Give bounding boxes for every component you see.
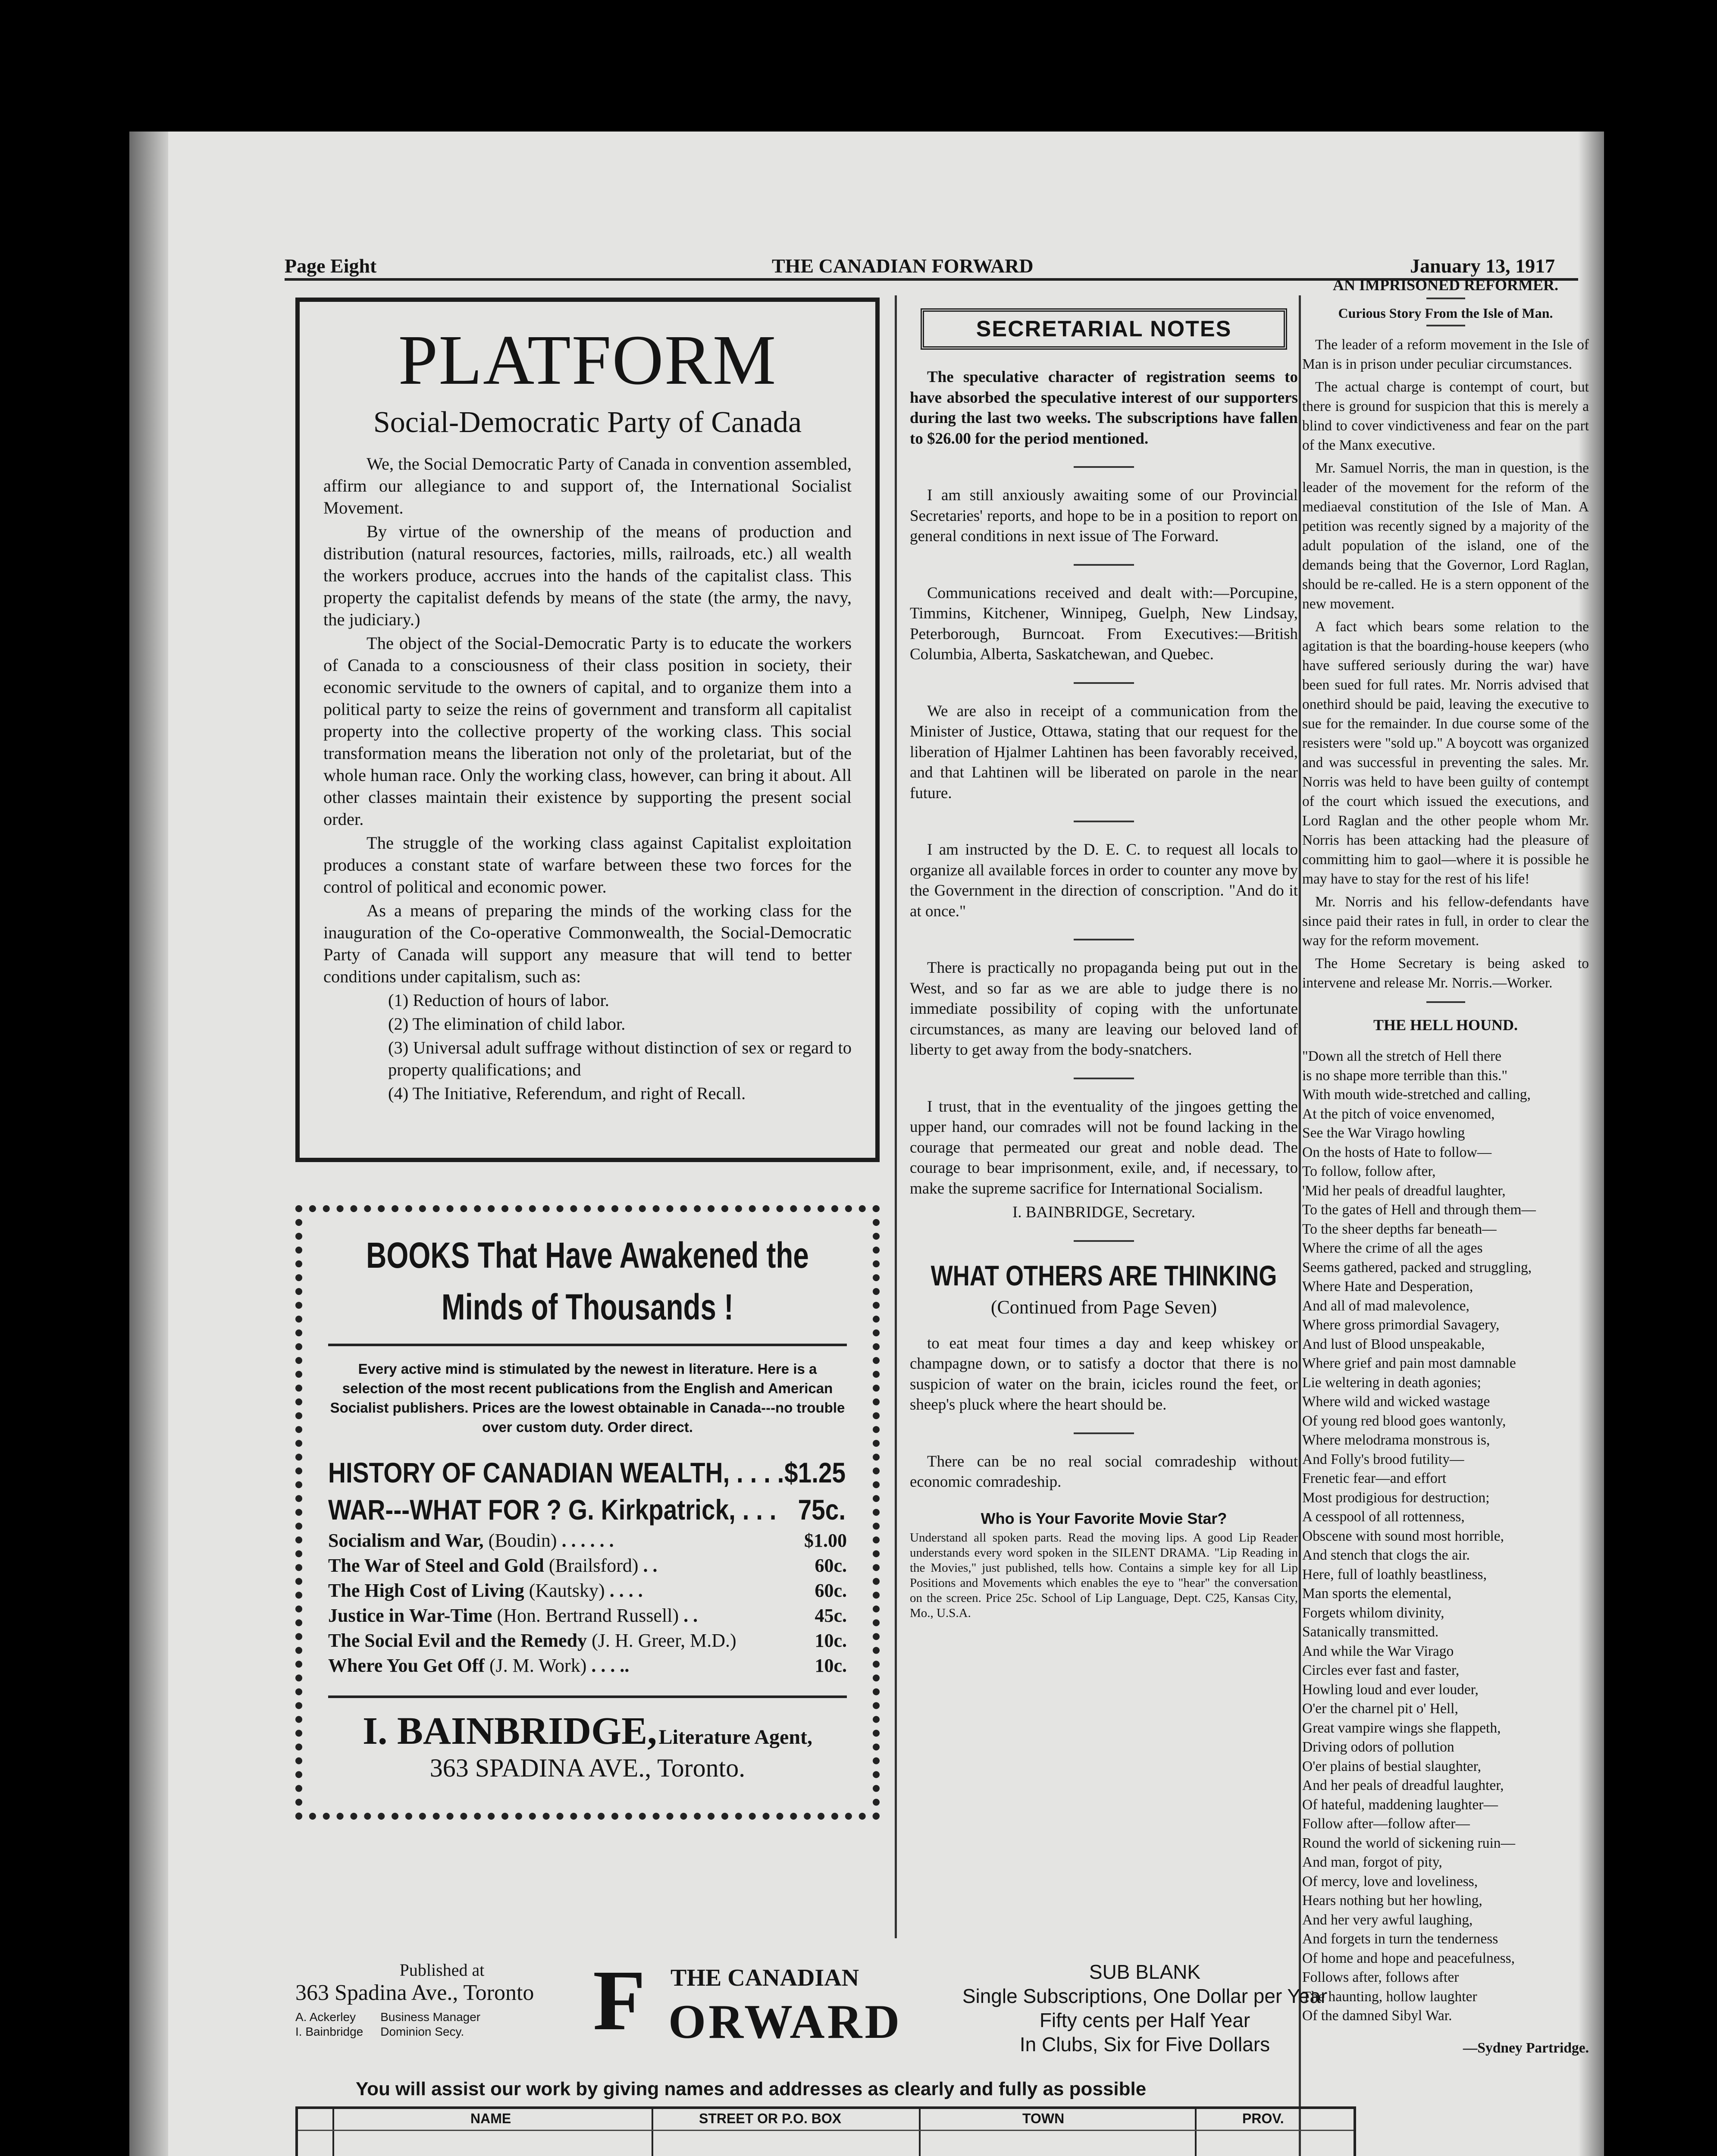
poem-line: O'er the charnel pit o' Hell, — [1302, 1701, 1458, 1717]
poem-line: And her peals of dreadful laughter, — [1302, 1777, 1504, 1793]
masthead-initial: F — [593, 1953, 646, 2048]
book-author: (J. H. Greer, M.D.) — [592, 1630, 736, 1651]
poem-author: —Sydney Partridge. — [1463, 2040, 1589, 2056]
platform-list-item: (1) Reduction of hours of labor. — [388, 990, 609, 1010]
platform-paragraph: The object of the Social-Democratic Party is to educate the workers of Canada to a consciousness of their class position in society, their economic servitude to the owners of capital, and to organize them into a political party to seize the reins of government and transform all capitalist property into the collective property of the working class. This social transformation means the liberation not only of the proletariat, but of the whole human race. Only the working class, however, can bring it about. All other classes maintain their existence by supporting the present social order. — [323, 633, 852, 829]
poem-line: Of hateful, maddening laughter— — [1302, 1796, 1498, 1813]
poem-line: And man, forgot of pity, — [1302, 1854, 1442, 1870]
poem-line: Of home and hope and peacefulness, — [1302, 1950, 1515, 1966]
table-rule — [1195, 2109, 1197, 2156]
movie-star-ad — [910, 1510, 1298, 1621]
book-price: $1.00 — [804, 1530, 847, 1551]
books-headline-1: BOOKS That Have Awakened the — [366, 1235, 809, 1275]
reformer-paragraph: Mr. Norris and his fellow-defendants have since paid their rates in full, in order to clear the way for the reform movement. — [1302, 894, 1589, 949]
poem-line: Driving odors of pollution — [1302, 1739, 1454, 1755]
rate-line: Fifty cents per Half Year — [1039, 2009, 1250, 2031]
staff-roles: Business Manager Dominion Secy. — [380, 2010, 481, 2038]
book-entry — [328, 1454, 846, 1491]
separator — [1074, 821, 1134, 822]
book-price: 60c. — [815, 1555, 847, 1576]
book-entry — [328, 1653, 847, 1678]
book-author: (J. M. Work) — [489, 1655, 587, 1676]
poem-line: And while the War Virago — [1302, 1643, 1454, 1659]
separator — [1074, 682, 1134, 684]
book-leader: . . . .. — [591, 1655, 630, 1676]
agent-name: I. BAINBRIDGE, — [362, 1710, 657, 1752]
book-author: (Brailsford) — [548, 1555, 639, 1576]
platform-list-item: (2) The elimination of child labor. — [388, 1014, 626, 1034]
poem-line: Obscene with sound most horrible, — [1302, 1528, 1504, 1544]
poem-line: To the gates of Hell and through them— — [1302, 1202, 1536, 1218]
reformer-paragraph: The actual charge is contempt of court, but there is ground for suspicion that this is merely a blind to cover vindictiveness and fear on the part of the Manx executive. — [1302, 379, 1589, 453]
books-intro: Every active mind is stimulated by the newest in literature. Here is a selection of the most recent publications from the English and American Socialist publishers. Prices are the lowest obtainable in Canada---no trouble over custom duty. Order direct. — [328, 1344, 847, 1437]
agent-role: Literature Agent, — [658, 1726, 813, 1749]
poem-line: Follows after, follows after — [1302, 1969, 1459, 1985]
book-price: 60c. — [815, 1580, 847, 1601]
sub-blank-title: SUB BLANK — [1089, 1961, 1201, 1983]
poem-line: Howling loud and ever louder, — [1302, 1681, 1479, 1698]
staff-names: A. Ackerley I. Bainbridge — [295, 2010, 363, 2038]
page-edge-shadow — [129, 132, 168, 2156]
separator — [1426, 325, 1465, 326]
poem-line: At the pitch of voice envenomed, — [1302, 1106, 1495, 1122]
separator — [1426, 1001, 1465, 1003]
continued-note: (Continued from Page Seven) — [990, 1296, 1217, 1318]
poem-line: And lust of Blood unspeakable, — [1302, 1336, 1485, 1352]
book-entry — [328, 1603, 847, 1628]
book-leader: . . . . — [609, 1580, 643, 1601]
newspaper-page — [129, 132, 1604, 2156]
poem-line: Frenetic fear—and effort — [1302, 1470, 1447, 1486]
poem-line: is no shape more terrible than this." — [1302, 1067, 1508, 1084]
table-rule — [332, 2109, 334, 2156]
poem-title: THE HELL HOUND. — [1373, 1016, 1518, 1034]
book-title: The High Cost of Living — [328, 1580, 524, 1601]
secretarial-paragraph: I am still anxiously awaiting some of our Provincial Secretaries' reports, and hope to be in a position to report on general conditions in next issue of The Forward. — [910, 486, 1298, 545]
book-title: The War of Steel and Gold — [328, 1555, 544, 1576]
poem-body — [1302, 1047, 1589, 2026]
book-entry — [328, 1491, 846, 1528]
poem-line: On the hosts of Hate to follow— — [1302, 1144, 1492, 1160]
books-advertisement — [295, 1205, 880, 1820]
secretarial-notes-title: SECRETARIAL NOTES — [921, 308, 1287, 350]
rate-line: Single Subscriptions, One Dollar per Year — [962, 1985, 1328, 2007]
right-column — [1302, 276, 1589, 2058]
column-rule — [1299, 295, 1301, 2156]
assist-note: You will assist our work by giving names and addresses as clearly and fully as possible — [356, 2078, 1147, 2100]
newspaper-title: THE CANADIAN FORWARD — [772, 255, 1034, 277]
subscriber-table — [295, 2106, 1356, 2156]
platform-paragraph: The struggle of the working class against Capitalist exploitation produces a constant state of warfare between these two forces for the control of political and economic power. — [323, 833, 852, 896]
poem-line: 'Mid her peals of dreadful laughter, — [1302, 1182, 1506, 1199]
reformer-paragraph: Mr. Samuel Norris, the man in question, is the leader of the movement for the reform of the mediaeval constitution of the Isle of Man. A petition was recently signed by a majority of the adult population of the island, one of the demands being that the Governor, Lord Raglan, should be re-called. He is a stern opponent of the new movement. — [1302, 460, 1589, 612]
movie-ad-text: Understand all spoken parts. Read the moving lips. A good Lip Reader understands every word spoken in the SILENT DRAMA. "Lip Reading in the Movies," just published, tells how. Contains a simple key for all Lip Positions and Movements which enables the eye to "hear" the conversation on the screen. Price 25c. School of Lip Language, Dept. C25, Kansas City, Mo., U.S.A. — [910, 1530, 1298, 1620]
poem-line: Seems gathered, packed and struggling, — [1302, 1259, 1532, 1275]
poem-line: O'er plains of bestial slaughter, — [1302, 1758, 1481, 1774]
poem-line: Man sports the elemental, — [1302, 1586, 1452, 1601]
literature-agent — [328, 1695, 847, 1783]
reformer-paragraph: A fact which bears some relation to the agitation is that the boarding-house keepers (who have suffered seriously during the war) have been sued for full rates. Mr. Norris advised that onethird should be paid, leaving the executive to sue for the remainder. In due course some of the resisters were "sold up." A boycott was organized and was successful in preventing the sales. Mr. Norris was held to have been guilty of contempt of the court which issued the executions, and Lord Raglan and the other people whom Mr. Norris has been attacking had the pleasure of committing him to gaol—where it is possible he may have to stay for the rest of his life! — [1302, 619, 1589, 887]
published-at: Published at — [399, 1960, 485, 1980]
masthead-big: ORWARD — [668, 1995, 902, 2049]
column-header: PROV. — [1242, 2111, 1284, 2126]
reformer-subtitle: Curious Story From the Isle of Man. — [1338, 305, 1553, 321]
column-header: STREET OR P.O. BOX — [699, 2111, 842, 2126]
poem-line: "Down all the stretch of Hell there — [1302, 1048, 1502, 1064]
poem-line: Round the world of sickening ruin— — [1302, 1835, 1516, 1851]
book-entry — [328, 1528, 847, 1553]
book-author: (Boudin) — [488, 1530, 557, 1551]
secretarial-paragraph: We are also in receipt of a communication from the Minister of Justice, Ottawa, stating that our request for the liberation of Hjalmer Lahtinen has been favorably received, and that Lahtinen will be liberated on parole in the near future. — [910, 702, 1298, 802]
book-title: HISTORY OF CANADIAN WEALTH, . . . . — [328, 1457, 784, 1489]
rate-line: In Clubs, Six for Five Dollars — [1019, 2033, 1270, 2056]
secretarial-paragraph: The speculative character of registration seems to have absorbed the speculative interest of our supporters during the last two weeks. The subscriptions have fallen to $26.00 for the period mentioned. — [910, 368, 1298, 448]
poem-line: To the sheer depths far beneath— — [1302, 1221, 1497, 1237]
poem-line: Where the crime of all the ages — [1302, 1240, 1483, 1256]
publisher-info — [295, 1960, 589, 2039]
poem-line: Circles ever fast and faster, — [1302, 1662, 1460, 1678]
separator — [1426, 298, 1465, 299]
column-rule — [895, 295, 897, 1938]
issue-date: January 13, 1917 — [1410, 255, 1555, 277]
poem-line: Follow after—follow after— — [1302, 1816, 1470, 1832]
separator — [1074, 939, 1134, 940]
book-price: 45c. — [815, 1605, 847, 1626]
table-rule — [652, 2109, 653, 2156]
separator — [1074, 1078, 1134, 1079]
poem-line: Of mercy, love and loveliness, — [1302, 1873, 1478, 1890]
book-leader: . . — [683, 1605, 698, 1626]
poem-line: And stench that clogs the air. — [1302, 1547, 1470, 1563]
poem-line: Where melodrama monstrous is, — [1302, 1432, 1490, 1448]
platform-title: PLATFORM — [398, 320, 777, 399]
secretarial-paragraph: There is practically no propaganda being put out in the West, and so far as we are able to judge there is no immediate possibility of coping with the unfortunate circumstances, as many are leaving our beloved land of liberty to get away from the body-snatchers. — [910, 959, 1298, 1059]
poem-line: Where wild and wicked wastage — [1302, 1394, 1490, 1410]
poem-line: Of the damned Sibyl War. — [1302, 2008, 1452, 2024]
column-header: NAME — [470, 2111, 511, 2126]
poem-line: Of young red blood goes wantonly, — [1302, 1413, 1506, 1429]
poem-line: To follow, follow after, — [1302, 1163, 1436, 1179]
page-number: Page Eight — [285, 255, 377, 277]
book-price: 10c. — [815, 1655, 847, 1676]
book-price: $1.25 — [784, 1457, 846, 1489]
book-entry — [328, 1553, 847, 1578]
platform-paragraph: As a means of preparing the minds of the working class for the inauguration of the Co-operative Commonwealth, the Social-Democratic Party of Canada will support any measure that will tend to better conditions under capitalism, such as: — [323, 901, 852, 986]
book-entry — [328, 1578, 847, 1603]
platform-list-item: (3) Universal adult suffrage without distinction of sex or regard to property qualifications; and — [388, 1038, 852, 1079]
platform-subtitle: Social-Democratic Party of Canada — [373, 406, 802, 439]
what-others-title: WHAT OTHERS ARE THINKING — [931, 1259, 1277, 1291]
poem-line: Where gross primordial Savagery, — [1302, 1317, 1500, 1333]
column-header: TOWN — [1022, 2111, 1065, 2126]
poem-line: Hears nothing but her howling, — [1302, 1893, 1482, 1908]
book-title: WAR---WHAT FOR ? G. Kirkpatrick, . . . — [328, 1494, 777, 1526]
reformer-paragraph: The Home Secretary is being asked to intervene and release Mr. Norris.—Worker. — [1302, 956, 1589, 991]
book-leader: . . — [643, 1555, 658, 1576]
reformer-paragraph: The leader of a reform movement in the Isle of Man is in prison under peculiar circumstances. — [1302, 337, 1589, 372]
subscription-rates — [934, 1960, 1356, 2056]
books-headline-2: Minds of Thousands ! — [442, 1287, 733, 1327]
secretarial-signature: I. BAINBRIDGE, Secretary. — [1012, 1203, 1196, 1221]
separator — [1074, 466, 1134, 468]
separator — [1074, 1432, 1134, 1434]
poem-line: With mouth wide-stretched and calling, — [1302, 1087, 1531, 1103]
poem-line: Forgets whilom divinity, — [1302, 1604, 1444, 1621]
platform-box — [295, 298, 880, 1162]
poem-line: Most prodigious for destruction; — [1302, 1489, 1490, 1506]
separator — [1074, 1240, 1134, 1242]
table-rule — [298, 2130, 1354, 2131]
book-leader: . . . . . . — [561, 1530, 614, 1551]
separator — [1074, 564, 1134, 566]
poem-line: Where Hate and Desperation, — [1302, 1279, 1473, 1294]
platform-paragraph: By virtue of the ownership of the means of production and distribution (natural resources, factories, mills, railroads, etc.) all wealth the workers produce, accrues into the hands of the capitalist class. This property the capitalist defends by means of the state (the army, the navy, the judiciary.) — [323, 522, 852, 629]
others-paragraph: There can be no real social comradeship without economic comradeship. — [910, 1452, 1298, 1491]
platform-paragraph: We, the Social Democratic Party of Canada in convention assembled, affirm our allegiance to and support of, the International Socialist Movement. — [323, 454, 852, 517]
platform-list-item: (4) The Initiative, Referendum, and right of Recall. — [388, 1084, 746, 1103]
book-entry — [328, 1628, 847, 1653]
book-price: 10c. — [815, 1630, 847, 1651]
poem-line: Great vampire wings she flappeth, — [1302, 1720, 1501, 1736]
poem-line: And Folly's brood futility— — [1302, 1451, 1464, 1467]
book-price: 75c. — [798, 1494, 846, 1526]
publisher-address: 363 Spadina Ave., Toronto — [295, 1981, 534, 2005]
poem-line: And all of mad malevolence, — [1302, 1297, 1469, 1314]
poem-line: See the War Virago howling — [1302, 1125, 1465, 1141]
poem-line: The haunting, hollow laughter — [1302, 1988, 1477, 2005]
others-paragraph: to eat meat four times a day and keep whiskey or champagne down, or to satisfy a doctor that there is no suspicion of water on the brain, icicles round the feet, or sheep's pluck where the heart should be. — [910, 1334, 1298, 1413]
secretarial-paragraph: I am instructed by the D. E. C. to request all locals to organize all available forces in order to counter any move by the Government in the direction of conscription. "And do it at once." — [910, 841, 1298, 920]
secretarial-paragraph: Communications received and dealt with:—Porcupine, Timmins, Kitchener, Winnipeg, Guelph, New Lindsay, Peterborough, Burncoat. From Executives:—British Columbia, Alberta, Saskatchewan, and Quebec. — [910, 584, 1298, 663]
book-title: Justice in War-Time — [328, 1605, 492, 1626]
poem-line: Here, full of loathly beastliness, — [1302, 1566, 1487, 1583]
book-title: The Social Evil and the Remedy — [328, 1630, 587, 1651]
masthead-small: THE CANADIAN — [671, 1965, 859, 1991]
poem-line: Lie weltering in death agonies; — [1302, 1374, 1481, 1391]
poem-line: And forgets in turn the tenderness — [1302, 1931, 1498, 1947]
book-title: Socialism and War, — [328, 1530, 484, 1551]
book-author: (Hon. Bertrand Russell) — [497, 1605, 679, 1626]
movie-ad-title: Who is Your Favorite Movie Star? — [981, 1509, 1227, 1527]
poem-line: Where grief and pain most damnable — [1302, 1355, 1516, 1371]
secretarial-paragraph: I trust, that in the eventuality of the jingoes getting the upper hand, our comrades will not be found lacking in the courage that permeated our great and noble dead. The courage to bear imprisonment, exile, and, if necessary, to make the supreme sacrifice for International Socialism. — [910, 1097, 1298, 1197]
agent-address: 363 SPADINA AVE., Toronto. — [429, 1754, 746, 1782]
secretarial-column — [910, 293, 1298, 1621]
poem-line: Satanically transmitted. — [1302, 1624, 1439, 1640]
book-author: (Kautsky) — [529, 1580, 605, 1601]
table-rule — [919, 2109, 921, 2156]
poem-line: And her very awful laughing, — [1302, 1912, 1473, 1928]
book-title: Where You Get Off — [328, 1655, 485, 1676]
reformer-title: AN IMPRISONED REFORMER. — [1332, 276, 1558, 294]
poem-line: A cesspool of all rottenness, — [1302, 1509, 1465, 1525]
